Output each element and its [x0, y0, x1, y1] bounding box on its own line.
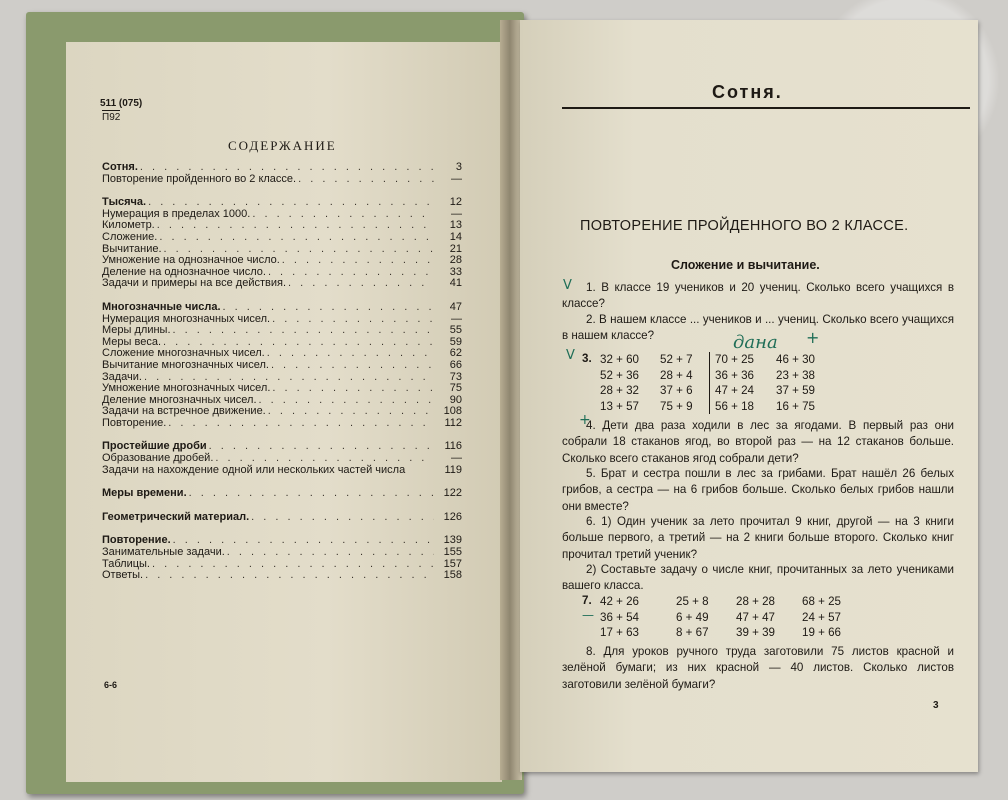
toc-leader-dots — [152, 559, 434, 571]
toc-entry-page: 122 — [443, 487, 462, 500]
toc-entry-title: Умножение многозначных чисел. — [102, 382, 271, 395]
toc-leader-dots — [168, 418, 434, 430]
problem-7-label: 7. — [582, 594, 592, 607]
toc-leader-dots — [252, 209, 434, 221]
toc-entry-title: Меры веса. — [102, 335, 161, 348]
problem-3-exercises — [600, 352, 930, 416]
exercise-item: 24 + 57 — [802, 610, 842, 624]
exercise-item: 47 + 24 — [715, 384, 755, 397]
table-of-contents — [102, 162, 462, 582]
toc-leader-dots — [223, 302, 434, 314]
toc-entry-title: Занимательные задачи. — [102, 546, 225, 559]
exercise-item: 37 + 59 — [776, 384, 816, 397]
toc-entry — [102, 383, 462, 395]
toc-entry-title: Геометрический материал. — [102, 510, 250, 523]
exercise-item: 28 + 32 — [600, 384, 640, 397]
toc-entry-page: 62 — [449, 347, 462, 360]
toc-entry-page: 155 — [443, 546, 462, 559]
exercise-item: 52 + 36 — [600, 368, 640, 382]
toc-entry-title: Повторение. — [102, 534, 171, 547]
toc-entry — [102, 209, 462, 221]
exercise-item: 28 + 28 — [736, 595, 776, 608]
toc-entry-title: Сложение. — [102, 230, 158, 243]
toc-entry-page: 126 — [443, 510, 462, 523]
toc-entry-title: Таблицы. — [102, 557, 150, 570]
toc-entry-title: Простейшие дроби — [102, 440, 207, 453]
exercise-item: 47 + 47 — [736, 610, 776, 624]
toc-chapter — [102, 488, 462, 500]
toc-entry-title: Тысяча. — [102, 196, 147, 209]
toc-chapter — [102, 162, 462, 174]
toc-leader-dots — [282, 255, 434, 267]
exercise-item: 16 + 75 — [776, 399, 816, 413]
toc-leader-dots — [268, 406, 434, 418]
toc-leader-dots — [140, 162, 434, 174]
toc-leader-dots — [173, 325, 434, 337]
exercise-item: 42 + 26 — [600, 595, 640, 608]
problem-3-label: 3. — [582, 352, 592, 365]
exercise-item: 56 + 18 — [715, 399, 755, 413]
exercise-item: 8 + 67 — [676, 626, 709, 639]
toc-entry-title: Километр. — [102, 219, 155, 232]
handwritten-dash: — — [582, 608, 594, 622]
toc-entry-title: Меры длины. — [102, 324, 171, 337]
classification-code: 511 (075) — [100, 98, 143, 109]
toc-leader-dots — [145, 570, 434, 582]
exercise-item: 46 + 30 — [776, 353, 816, 366]
toc-entry-page: — — [451, 452, 462, 465]
problem-6-part-2: 2) Составьте задачу о числе книг, прочитанных за лето учениками вашего класса. — [562, 563, 954, 593]
page-header: Сотня. — [712, 82, 783, 102]
subsection-title: Сложение и вычитание. — [671, 258, 820, 272]
exercise-item: 68 + 25 — [802, 595, 842, 608]
toc-entry-title: Сложение многозначных чисел. — [102, 347, 265, 360]
toc-entry-page: 73 — [449, 370, 462, 383]
problem-2: 2. В нашем классе ... учеников и ... учениц. Сколько всего учащихся в нашем классе? — [562, 313, 954, 343]
exercise-item: 36 + 54 — [600, 610, 640, 624]
toc-entry-page: 66 — [449, 358, 462, 371]
toc-entry — [102, 547, 462, 559]
toc-entry-title: Вычитание многозначных чисел. — [102, 358, 269, 371]
toc-entry-page: 41 — [449, 277, 462, 290]
problem-7-exercises — [600, 594, 930, 642]
problem-1: 1. В классе 19 учеников и 20 учениц. Сколько всего учащихся в классе? — [562, 281, 954, 311]
problem-3-divider — [709, 352, 710, 414]
toc-entry — [102, 465, 462, 477]
exercise-item: 39 + 39 — [736, 626, 776, 639]
toc-entry-page: — — [451, 207, 462, 220]
toc-leader-dots — [157, 220, 434, 232]
toc-leader-dots — [272, 383, 434, 395]
toc-entry-page: — — [451, 172, 462, 185]
toc-entry-page: 14 — [449, 230, 462, 243]
toc-leader-dots — [259, 395, 434, 407]
exercise-item: 52 + 7 — [660, 353, 693, 366]
toc-entry-title: Задачи и примеры на все действия. — [102, 277, 287, 290]
toc-entry — [102, 174, 462, 186]
exercise-item: 17 + 63 — [600, 626, 640, 639]
toc-entry-page: 157 — [443, 557, 462, 570]
toc-entry-title: Сотня. — [102, 161, 138, 173]
toc-entry-page: 158 — [443, 569, 462, 582]
handwritten-plus-2: + — [579, 412, 591, 428]
toc-entry — [102, 570, 462, 582]
problem-5: 5. Брат и сестра пошли в лес за грибами. Брат нашёл 26 белых грибов, а сестра — на 6 грибов больше. Сколько белых грибов нашли они вместе? — [562, 467, 954, 513]
section-title: ПОВТОРЕНИЕ ПРОЙДЕННОГО ВО 2 КЛАССЕ. — [580, 218, 909, 234]
toc-entry-page: 90 — [449, 393, 462, 406]
exercise-item: 75 + 9 — [660, 399, 693, 413]
toc-entry-page: 33 — [449, 265, 462, 278]
exercise-item: 19 + 66 — [802, 626, 842, 639]
toc-entry-title: Нумерация многозначных чисел. — [102, 312, 271, 325]
exercise-item: 25 + 8 — [676, 595, 709, 608]
toc-entry-title: Повторение пройденного во 2 классе. — [102, 172, 297, 185]
problem-8: 8. Для уроков ручного труда заготовили 75 листов красной и зелёной бумаги; из них красной — 40 листов. Сколько листов заготовили зелёной бумаги? — [562, 645, 954, 691]
toc-entry — [102, 255, 462, 267]
toc-entry-page: 139 — [443, 534, 462, 547]
toc-entry-page: 108 — [443, 405, 462, 418]
exercise-item: 28 + 4 — [660, 368, 693, 382]
page-number: 3 — [933, 700, 939, 711]
exercise-item: 37 + 6 — [660, 384, 693, 397]
toc-entry — [102, 418, 462, 430]
toc-leader-dots — [189, 488, 434, 500]
toc-entry-title: Образование дробей. — [102, 452, 214, 465]
toc-entry-page: 28 — [449, 254, 462, 267]
toc-leader-dots — [288, 278, 434, 290]
toc-entry — [102, 559, 462, 571]
toc-entry-page: 112 — [444, 416, 462, 429]
toc-leader-dots — [251, 512, 434, 524]
toc-entry-title: Задачи на встречное движение. — [102, 405, 266, 418]
toc-entry-title: Деление на однозначное число. — [102, 265, 266, 278]
handwritten-check-mark: V — [563, 278, 572, 293]
printer-signature: 6-6 — [104, 680, 118, 690]
toc-entry-page: 13 — [449, 219, 462, 232]
classification-sub: П92 — [102, 112, 121, 123]
toc-entry-page: — — [451, 312, 462, 325]
toc-leader-dots — [272, 314, 434, 326]
toc-entry — [102, 360, 462, 372]
exercise-item: 23 + 38 — [776, 368, 816, 382]
toc-entry-title: Многозначные числа. — [102, 300, 221, 313]
toc-leader-dots — [227, 547, 434, 559]
book-gutter — [500, 20, 522, 780]
exercise-item: 70 + 25 — [715, 353, 755, 366]
header-rule — [562, 107, 970, 109]
toc-entry-page: 75 — [449, 382, 462, 395]
toc-entry-title: Умножение на однозначное число. — [102, 254, 280, 267]
toc-entry-page: 119 — [444, 463, 462, 476]
toc-leader-dots — [271, 360, 434, 372]
toc-entry-page: 21 — [449, 242, 462, 255]
toc-entry-title: Нумерация в пределах 1000. — [102, 207, 251, 220]
toc-entry — [102, 232, 462, 244]
toc-leader-dots — [215, 453, 434, 465]
toc-entry-page: 12 — [449, 196, 462, 209]
problem-6-part-1: 6. 1) Один ученик за лето прочитал 9 книг, другой — на 3 книги больше первого, а третий — на 2 книги больше второго. Сколько книг прочитал третий ученик? — [562, 515, 954, 561]
toc-entry-title: Деление многозначных чисел. — [102, 393, 257, 406]
exercise-item: 6 + 49 — [676, 610, 709, 624]
toc-entry-title: Вычитание. — [102, 242, 162, 255]
handwritten-word: дана — [733, 332, 778, 353]
toc-entry-page: 3 — [455, 161, 462, 173]
toc-entry-title: Задачи. — [102, 370, 142, 383]
exercise-item: 32 + 60 — [600, 353, 640, 366]
toc-entry-title: Ответы. — [102, 569, 144, 582]
toc-entry-title: Задачи на нахождение одной или нескольких частей числа — [102, 463, 406, 476]
toc-entry-page: 59 — [449, 335, 462, 348]
toc-title: СОДЕРЖАНИЕ — [228, 138, 337, 153]
toc-entry — [102, 453, 462, 465]
toc-entry-page: 116 — [444, 440, 462, 453]
toc-leader-dots — [268, 267, 434, 279]
toc-entry-page: 55 — [449, 324, 462, 337]
toc-chapter — [102, 512, 462, 524]
toc-leader-dots — [159, 232, 434, 244]
toc-gap — [102, 185, 462, 197]
toc-entry-title: Повторение. — [102, 416, 167, 429]
exercise-item: 36 + 36 — [715, 368, 755, 382]
toc-chapter — [102, 302, 462, 314]
handwritten-plus-1: + — [806, 328, 820, 347]
exercise-item: 13 + 57 — [600, 399, 640, 413]
toc-entry — [102, 325, 462, 337]
handwritten-check-mark-2: V — [566, 348, 575, 363]
toc-entry-title: Меры времени. — [102, 487, 187, 500]
toc-leader-dots — [298, 174, 434, 186]
toc-leader-dots — [267, 348, 434, 360]
toc-entry-page: 47 — [449, 300, 462, 313]
toc-entry — [102, 278, 462, 290]
problem-4: 4. Дети два раза ходили в лес за ягодами. В первый раз они собрали 18 стаканов ягод, во второй раз — на 12 стаканов больше. Сколько всего стаканов ягод собрали дети? — [562, 419, 954, 465]
toc-leader-dots — [209, 441, 434, 453]
